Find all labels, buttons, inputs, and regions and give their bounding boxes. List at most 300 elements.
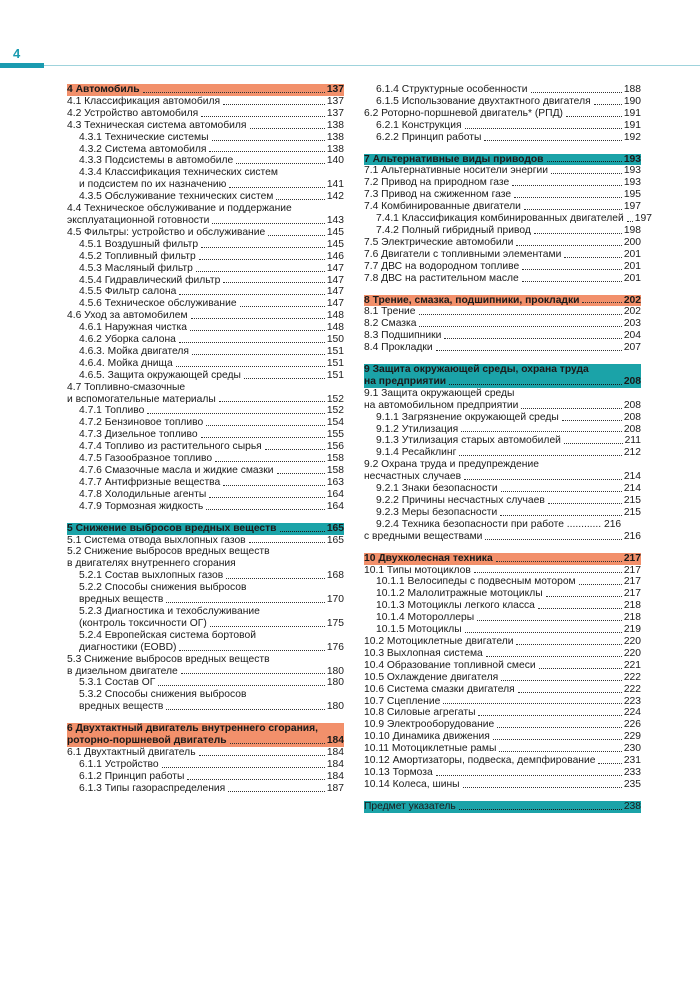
toc-entry (67, 227, 344, 239)
toc-entry-line: 4.4 Техническое обслуживание и поддержание (67, 203, 292, 215)
toc-dot-leader (459, 809, 622, 810)
toc-dot-leader (276, 199, 324, 200)
toc-entry (364, 684, 641, 696)
toc-page-number: 197 (623, 201, 641, 213)
toc-entry (364, 249, 641, 261)
toc-entry (364, 213, 652, 225)
toc-dot-leader (215, 461, 325, 462)
toc-chapter-heading (67, 723, 344, 747)
toc-page-number: 148 (326, 322, 344, 334)
toc-entry (67, 251, 344, 263)
toc-entry (364, 201, 641, 213)
toc-dot-leader (166, 602, 325, 603)
toc-dot-leader (265, 449, 325, 450)
toc-entry-title: 8.1 Трение (364, 306, 416, 318)
toc-entry-title: 5.1 Система отвода выхлопных газов (67, 534, 246, 546)
toc-page-number: 222 (623, 671, 641, 683)
toc-dot-leader (464, 479, 622, 480)
toc-dot-leader (201, 437, 325, 438)
toc-dot-leader (459, 455, 621, 456)
toc-dot-leader (627, 221, 633, 222)
toc-entry-title: 10.1.3 Мотоциклы легкого класса (376, 600, 535, 612)
toc-dot-leader (419, 326, 621, 327)
toc-page-number: 163 (326, 476, 344, 488)
toc-entry (67, 677, 344, 689)
toc-page-number: 184 (326, 770, 344, 782)
toc-entry-title: 10.4 Образование топливной смеси (364, 659, 536, 671)
toc-entry (67, 191, 344, 203)
toc-entry-title: 7.8 ДВС на растительном масле (364, 272, 519, 284)
toc-entry-title: 10.8 Силовые агрегаты (364, 707, 476, 719)
toc-page-number: 184 (326, 746, 344, 758)
toc-entry-title: 4.7.4 Топливо из растительного сырья (79, 441, 262, 453)
toc-page-number: 221 (623, 659, 641, 671)
toc-entry-title: 4.1 Классификация автомобиля (67, 95, 221, 107)
toc-entry (364, 435, 641, 447)
toc-entry (67, 394, 344, 406)
toc-entry-title: 10.10 Динамика движения (364, 731, 490, 743)
toc-dot-leader (209, 151, 324, 152)
toc-entry-title: 4.7.5 Газообразное топливо (79, 453, 213, 465)
toc-entry-title: 4.5 Фильтры: устройство и обслуживание (67, 226, 266, 238)
toc-page-number: 147 (326, 286, 344, 298)
toc-entry (364, 84, 641, 96)
toc-entry (67, 666, 344, 678)
toc-entry (364, 273, 641, 285)
toc-dot-leader (250, 128, 325, 129)
toc-entry (364, 342, 641, 354)
toc-page-number: 200 (623, 236, 641, 248)
toc-spacer (364, 543, 641, 553)
toc-page-number: 214 (623, 471, 641, 483)
toc-entry-title: 9.1.2 Утилизация (376, 423, 459, 435)
toc-page-number: 195 (623, 189, 641, 201)
toc-entry-title: 10.3 Выхлопная система (364, 647, 483, 659)
toc-page-number: 208 (623, 411, 641, 423)
toc-dot-leader (179, 342, 325, 343)
toc-entry (364, 696, 641, 708)
toc-entry (364, 400, 641, 412)
toc-page-number: 176 (326, 641, 344, 653)
toc-dot-leader (230, 743, 325, 744)
toc-entry (364, 636, 641, 648)
toc-entry-title: 7.3 Привод на сжиженном газе (364, 189, 512, 201)
toc-page-number: 208 (623, 423, 641, 435)
toc-entry-title: 4.6.2 Уборка салона (79, 334, 176, 346)
toc-entry-title: 9.1.1 Загрязнение окружающей среды (376, 411, 559, 423)
toc-dot-leader (461, 431, 622, 432)
toc-page-number: 219 (623, 624, 641, 636)
toc-entry-title: 6.2.1 Конструкция (376, 119, 462, 131)
toc-dot-leader (484, 140, 621, 141)
toc-dot-leader (512, 185, 622, 186)
toc-page-number: 184 (326, 758, 344, 770)
page-number: 4 (13, 46, 21, 61)
toc-entry-line: 9.2 Охрана труда и предупреждение (364, 459, 539, 471)
toc-entry (364, 600, 641, 612)
toc-entry-line: 9.1 Защита окружающей среды (364, 387, 515, 399)
toc-entry (67, 322, 344, 334)
toc-dot-leader (518, 692, 622, 693)
toc-entry-title: 4.6.3. Мойка двигателя (79, 345, 189, 357)
toc-page-number: 138 (326, 143, 344, 155)
toc-page-number: 218 (623, 612, 641, 624)
toc-page-number: 137 (326, 107, 344, 119)
toc-entry-line: 5.2.2 Способы снижения выбросов (79, 582, 247, 594)
toc-entry-title: и подсистем по их назначению (79, 179, 227, 191)
toc-page-number: 197 (634, 213, 652, 225)
toc-entry (364, 731, 641, 743)
toc-dot-leader (524, 209, 622, 210)
toc-dot-leader (209, 497, 325, 498)
toc-page-number: 202 (623, 294, 641, 306)
toc-page-number: 158 (326, 465, 344, 476)
toc-entry-title: 10.1.2 Малолитражные мотоциклы (376, 588, 543, 600)
toc-page-number: 238 (623, 800, 641, 812)
toc-entry (364, 189, 641, 201)
toc-page-number: 138 (326, 131, 344, 143)
toc-entry (364, 743, 641, 755)
toc-dot-leader (147, 413, 324, 414)
toc-dot-leader (521, 408, 621, 409)
toc-dot-leader (179, 294, 324, 295)
toc-dot-leader (564, 257, 621, 258)
toc-entry-title: 4.7.6 Смазочные масла и жидкие смазки (79, 465, 274, 476)
toc-page-number: 217 (623, 564, 641, 576)
toc-entry-title: 7.4.2 Полный гибридный привод (376, 224, 531, 236)
toc-page-number: 146 (326, 250, 344, 262)
toc-entry-title: 10.2 Мотоциклетные двигатели (364, 635, 514, 647)
toc-dot-leader (179, 650, 324, 651)
toc-entry (364, 707, 641, 719)
toc-page-number: 217 (623, 588, 641, 600)
toc-dot-leader (277, 473, 325, 474)
toc-dot-leader (579, 584, 622, 585)
toc-spacer (364, 791, 641, 801)
toc-entry (364, 779, 641, 791)
toc-entry-title: 4.3.1 Технические системы (79, 131, 209, 143)
toc-entry (364, 306, 641, 318)
toc-dot-leader (236, 163, 325, 164)
toc-entry-title: 6.1 Двухтактный двигатель (67, 746, 196, 758)
toc-entry-title: 5.2.1 Состав выхлопных газов (79, 570, 224, 582)
toc-entry-line: 5.3.2 Способы снижения выбросов (79, 689, 247, 701)
toc-entry-title: 9.2.3 Меры безопасности (376, 506, 498, 518)
toc-chapter-entry (364, 801, 641, 813)
toc-page-number: 215 (623, 506, 641, 518)
toc-entry-title: Предмет указатель (364, 800, 456, 812)
toc-chapter-entry (364, 553, 641, 565)
toc-dot-leader (190, 330, 325, 331)
toc-entry (67, 477, 344, 489)
toc-dot-leader (223, 485, 325, 486)
toc-dot-leader (199, 259, 325, 260)
toc-dot-leader (522, 269, 622, 270)
toc-entry-title: 4.6.5. Защита окружающей среды (79, 369, 241, 381)
toc-entry (364, 96, 641, 108)
toc-dot-leader (436, 350, 622, 351)
toc-entry-title: 7.1 Альтернативные носители энергии (364, 165, 549, 177)
toc-dot-leader (501, 680, 622, 681)
toc-entry (364, 483, 641, 495)
toc-page-number: 168 (326, 570, 344, 582)
toc-page-number: 143 (326, 214, 344, 226)
toc-dot-leader (228, 791, 325, 792)
toc-dot-leader (219, 401, 325, 402)
toc-entry (364, 108, 641, 120)
toc-entry (67, 465, 344, 477)
toc-entry-title: 4.7.2 Бензиновое топливо (79, 417, 204, 429)
toc-entry-title: 10.1.5 Мотоциклы (376, 624, 462, 636)
toc-entry (364, 412, 641, 424)
toc-entry-line: 5.2.3 Диагностика и техобслуживание (79, 605, 260, 617)
toc-entry-title: 4.5.4 Гидравлический фильтр (79, 274, 221, 286)
toc-dot-leader (566, 116, 622, 117)
toc-entry-title: 10.1.1 Велосипеды с подвесным мотором (376, 576, 576, 588)
toc-page-number: 165 (326, 522, 344, 534)
toc-entry (364, 177, 641, 189)
toc-page-number: 198 (623, 224, 641, 236)
toc-entry (67, 108, 344, 120)
toc-entry (67, 783, 344, 795)
toc-entry (67, 334, 344, 346)
toc-page-number: 212 (623, 447, 641, 459)
toc-spacer (364, 285, 641, 295)
toc-dot-leader (280, 531, 325, 532)
toc-entry-title: 10.9 Электрооборудование (364, 719, 495, 731)
toc-dot-leader (226, 578, 325, 579)
toc-page-number: 148 (326, 310, 344, 322)
toc-entry-title: 10.1 Типы мотоциклов (364, 564, 471, 576)
toc-entry-title: 6.1.5 Использование двухтактного двигателя (376, 95, 591, 107)
toc-entry (364, 755, 641, 767)
toc-entry-line: 4.7 Топливно-смазочные (67, 381, 186, 393)
toc-entry-title: 4.5.1 Воздушный фильтр (79, 238, 199, 250)
toc-dot-leader (594, 104, 622, 105)
toc-entry (364, 624, 641, 636)
toc-entry (364, 660, 641, 672)
toc-page-number: 193 (623, 153, 641, 165)
toc-spacer (67, 513, 344, 523)
toc-dot-leader (497, 727, 622, 728)
toc-dot-leader (229, 187, 324, 188)
toc-page-number: 217 (623, 576, 641, 588)
toc-page-number: 230 (623, 743, 641, 755)
toc-page-number: 141 (326, 179, 344, 191)
toc-entry-title: 6.2 Роторно-поршневой двигатель* (РПД) (364, 107, 563, 119)
toc-dot-leader (522, 281, 622, 282)
toc-page-number: 137 (326, 95, 344, 107)
toc-entry (364, 120, 641, 132)
toc-entry (67, 144, 344, 156)
toc-entry-title: 4.7.8 Холодильные агенты (79, 488, 207, 500)
toc-page-number: 191 (623, 119, 641, 131)
toc-dot-leader (485, 539, 621, 540)
toc-entry (67, 594, 344, 606)
toc-page-number: 158 (326, 453, 344, 465)
toc-page-number: 145 (326, 238, 344, 250)
toc-entry-title: 5.3.1 Состав ОГ (79, 677, 156, 689)
toc-entry (67, 747, 344, 759)
toc-dot-leader (249, 542, 325, 543)
toc-entry (67, 310, 344, 322)
toc-dot-leader (212, 223, 324, 224)
toc-page-number: 187 (326, 782, 344, 794)
toc-dot-leader (143, 92, 325, 93)
toc-dot-leader (210, 626, 325, 627)
toc-page-number: 216 (623, 530, 641, 542)
toc-dot-leader (268, 235, 325, 236)
toc-chapter-entry (364, 376, 641, 388)
toc-dot-leader (223, 104, 325, 105)
toc-entry-title: 7.4.1 Классификация комбинированных двигателей (376, 213, 624, 225)
toc-dot-leader (500, 515, 622, 516)
toc-entry-title: 7.6 Двигатели с топливными элементами (364, 248, 562, 260)
toc-page-number: 151 (326, 357, 344, 369)
toc-page-number: 235 (623, 778, 641, 790)
toc-spacer (67, 713, 344, 723)
toc-entry (67, 215, 344, 227)
toc-chapter-title-line: 6 Двухтактный двигатель внутреннего сгорания, (67, 723, 344, 735)
toc-page-number: 142 (326, 191, 344, 203)
toc-entry-title: 4.7.3 Дизельное топливо (79, 429, 198, 441)
toc-dot-leader (206, 509, 325, 510)
toc-entry-line: 5.2 Снижение выбросов вредных веществ (67, 546, 270, 558)
toc-dot-leader (465, 128, 622, 129)
toc-entry-title: 7.7 ДВС на водородном топливе (364, 260, 520, 272)
toc-entry-title: 10.11 Мотоциклетные рамы (364, 743, 497, 755)
toc-entry-title: 10.1.4 Мотороллеры (376, 612, 475, 624)
toc-page-number: 201 (623, 272, 641, 284)
toc-entry (364, 565, 641, 577)
toc-dot-leader (477, 620, 622, 621)
toc-entry (67, 453, 344, 465)
toc-dot-leader (187, 779, 324, 780)
toc-entry-title: 6.1.4 Структурные особенности (376, 84, 528, 95)
toc-page-number: 202 (623, 306, 641, 318)
toc-dot-leader (539, 668, 622, 669)
toc-page-number: 140 (326, 155, 344, 167)
toc-entry-title: 8.4 Прокладки (364, 342, 433, 354)
toc-dot-leader (598, 763, 621, 764)
toc-page-number: 191 (623, 107, 641, 119)
page-header-rule (44, 65, 700, 66)
toc-dot-leader (546, 596, 622, 597)
toc-chapter-entry (67, 523, 344, 535)
toc-page-number: 145 (326, 226, 344, 238)
toc-entry-title: 4.5.5 Фильтр салона (79, 286, 177, 298)
toc-page-number: 220 (623, 635, 641, 647)
toc-dot-leader (162, 767, 325, 768)
toc-entry-line: в двигателях внутреннего сгорания (67, 558, 236, 570)
toc-entry (67, 263, 344, 275)
toc-entry (67, 298, 344, 310)
toc-entry-title: 9.2.1 Знаки безопасности (376, 483, 498, 495)
toc-entry (364, 531, 641, 543)
toc-entry (364, 330, 641, 342)
toc-entry-title: 9.1.3 Утилизация старых автомобилей (376, 435, 561, 447)
toc-entry (67, 132, 344, 144)
toc-entry-title: 8.3 Подшипники (364, 330, 442, 342)
toc-entry-title: 8.2 Смазка (364, 318, 417, 330)
toc-page-number: 190 (623, 95, 641, 107)
toc-entry-title: 4.5.6 Техническое обслуживание (79, 298, 237, 310)
toc-dot-leader (196, 271, 325, 272)
toc-dot-leader (496, 561, 622, 562)
toc-entry (364, 767, 641, 779)
toc-dot-leader (501, 491, 622, 492)
toc-entry (67, 429, 344, 441)
toc-entry (364, 132, 641, 144)
toc-entry (67, 417, 344, 429)
toc-dot-leader (212, 140, 325, 141)
toc-entry-line: 5.3 Снижение выбросов вредных веществ (67, 653, 270, 665)
toc-entry (364, 471, 641, 483)
toc-dot-leader (486, 656, 622, 657)
toc-dot-leader (181, 673, 325, 674)
toc-page-number: 214 (623, 483, 641, 495)
toc-entry (364, 318, 641, 330)
toc-page-number: 220 (623, 647, 641, 659)
toc-page-number: 154 (326, 417, 344, 429)
toc-entry (364, 225, 641, 237)
toc-left-column (67, 84, 344, 795)
toc-entry (67, 489, 344, 501)
toc-page-number: 180 (326, 665, 344, 677)
toc-page-number: 203 (623, 318, 641, 330)
toc-dot-leader (199, 755, 325, 756)
toc-entry-title: и вспомогательные материалы (67, 393, 216, 405)
toc-entry-title: 6.1.1 Устройство (79, 758, 159, 770)
toc-entry-title: 9.1.4 Ресайклинг (376, 447, 457, 459)
toc-entry (67, 441, 344, 453)
toc-entry (364, 495, 641, 507)
toc-chapter-heading (364, 364, 641, 388)
toc-entry (67, 771, 344, 783)
toc-entry-title: 4.3.5 Обслуживание технических систем (79, 191, 274, 203)
toc-entry (67, 286, 344, 298)
toc-entry-title: 4.5.3 Масляный фильтр (79, 262, 193, 274)
toc-page-number: 180 (326, 701, 344, 713)
toc-entry (364, 612, 641, 624)
toc-entry-title: роторно-поршневой двигатель (67, 735, 227, 747)
toc-dot-leader (582, 302, 621, 303)
toc-page-number: 192 (623, 131, 641, 143)
toc-entry-title: 6.1.2 Принцип работы (79, 770, 185, 782)
toc-dot-leader (191, 318, 325, 319)
toc-dot-leader (449, 384, 622, 385)
toc-entry (67, 535, 344, 547)
toc-page-number: 151 (326, 345, 344, 357)
toc-page-number: 193 (623, 165, 641, 177)
toc-dot-leader (201, 247, 325, 248)
toc-dot-leader (551, 173, 622, 174)
toc-chapter-entry (67, 84, 344, 96)
toc-entry-title: 5 Снижение выбросов вредных веществ (67, 522, 277, 534)
toc-chapter-entry (364, 295, 641, 307)
toc-dot-leader (244, 378, 325, 379)
toc-entry-title: 4.6.4. Мойка днища (79, 357, 173, 369)
toc-dot-leader (538, 608, 622, 609)
toc-page-number: 156 (326, 441, 344, 453)
toc-page-number: 217 (623, 552, 641, 564)
toc-entry-title: на предприятии (364, 375, 447, 387)
toc-page-number: 137 (326, 84, 344, 95)
toc-entry-title: в дизельном двигателе (67, 665, 178, 677)
toc-entry-title: 6.2.2 Принцип работы (376, 131, 482, 143)
toc-entry-title: вредных веществ (79, 701, 164, 713)
toc-page-number: 229 (623, 731, 641, 743)
